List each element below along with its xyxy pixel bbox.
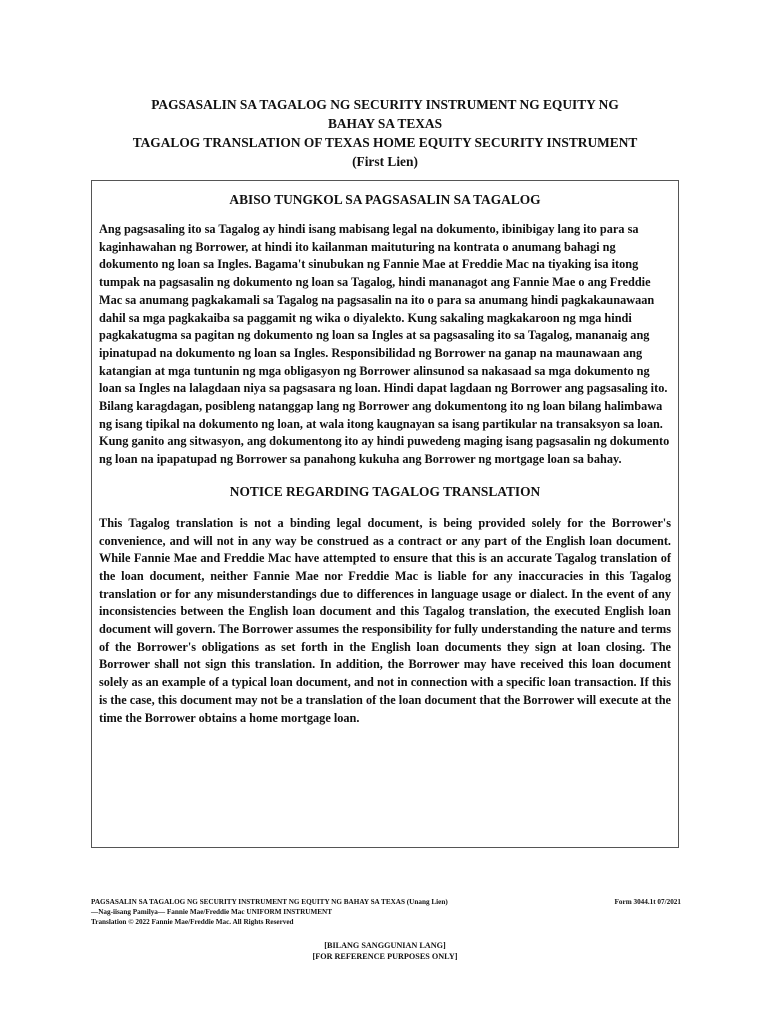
title-line-4: (First Lien)	[352, 154, 418, 169]
reference-line-english: [FOR REFERENCE PURPOSES ONLY]	[312, 952, 458, 961]
english-notice-heading: NOTICE REGARDING TAGALOG TRANSLATION	[229, 483, 541, 499]
reference-purposes-notice	[235, 940, 535, 962]
title-line-3: TAGALOG TRANSLATION OF TEXAS HOME EQUITY SECURITY INSTRUMENT	[132, 135, 638, 150]
title-line-2: BAHAY SA TEXAS	[327, 116, 443, 131]
footer-title-row	[91, 897, 681, 907]
footer-document-title: PAGSASALIN SA TAGALOG NG SECURITY INSTRUMENT NG EQUITY NG BAHAY SA TEXAS (Unang Lien)	[91, 898, 448, 906]
tagalog-notice-body: Ang pagsasaling ito sa Tagalog ay hindi isang mabisang legal na dokumento, ibinibigay lang ito para sa kaginhawahan ng Borrower, at hindi ito kailanman maituturing na kontrata o anumang bahagi ng dokumento ng loan sa Ingles. Bagama't sinubukan ng Fannie Mae at Freddie Mac na tiyaking isa itong tumpak na pagsasalin ng dokumento ng loan sa Tagalog, hindi mananagot ang Fannie Mae o ang Freddie Mac sa anumang pagkakamali sa Tagalog na pagsasalin na ito o para sa anumang hindi pagkakaunawaan dahil sa mga pagkakaiba sa paggamit ng wika o diyalekto. Kung sakaling magkakaroon ng mga hindi pagkakatugma sa pagitan ng dokumento ng loan sa Ingles at sa pagsasaling ito sa Tagalog, mananaig ang ipinatupad na dokumento ng loan sa Ingles. Responsibilidad ng Borrower na ganap na maunawaan ang katangian at mga tuntunin ng mga obligasyon ng Borrower alinsunod sa nakasaad sa mga dokumento ng loan sa Ingles na lalagdaan niya sa pagsasara ng loan. Hindi dapat lagdaan ng Borrower ang pagsasaling ito. Bilang karagdagan, posibleng natanggap lang ng Borrower ang dokumentong ito ng loan bilang halimbawa ng isang tipikal na dokumento ng loan, at wala itong kaugnayan sa isang partikular na transaksyon sa loan. Kung ganito ang sitwasyon, ang dokumentong ito ay hindi puwedeng maging isang pagsasalin ng dokumento ng loan na ipapatupad ng Borrower sa panahong kukuha ang Borrower ng mortgage loan sa bahay.	[99, 222, 670, 467]
footer-copyright: Translation © 2022 Fannie Mae/Freddie Mac. All Rights Reserved	[91, 918, 294, 926]
document-title	[90, 95, 680, 171]
tagalog-notice-heading: ABISO TUNGKOL SA PAGSASALIN SA TAGALOG	[229, 192, 541, 207]
footer-instrument-line: —Nag-iisang Pamilya— Fannie Mae/Freddie Mac UNIFORM INSTRUMENT	[91, 908, 333, 916]
translation-notice-box	[91, 180, 679, 848]
english-notice-body: This Tagalog translation is not a binding legal document, is being provided solely for the Borrower's convenience, and will not in any way be construed as a contract or any part of the English loan document. While Fannie Mae and Freddie Mac have attempted to ensure that this is an accurate Tagalog translation of the loan document, neither Fannie Mae nor Freddie Mac is liable for any inaccuracies in this Tagalog translation or for any misunderstandings due to differences in language usage or dialect. In the event of any inconsistencies between the English loan document and this Tagalog translation, the executed English loan document will govern. The Borrower assumes the responsibility for fully understanding the nature and terms of the Borrower's obligations as set forth in the English loan documents they sign at loan closing. The Borrower shall not sign this translation. In addition, the Borrower may have received this loan document solely as an example of a typical loan document, and not in connection with a specific loan transaction. If this is the case, this document may not be a translation of the loan document that the Borrower will execute at the time the Borrower obtains a home mortgage loan.	[99, 515, 671, 725]
reference-line-tagalog: [BILANG SANGGUNIAN LANG]	[324, 941, 446, 950]
title-line-1: PAGSASALIN SA TAGALOG NG SECURITY INSTRUMENT NG EQUITY NG	[151, 97, 619, 112]
footer-form-number: Form 3044.1t 07/2021	[614, 898, 681, 906]
page-footer	[91, 897, 681, 927]
